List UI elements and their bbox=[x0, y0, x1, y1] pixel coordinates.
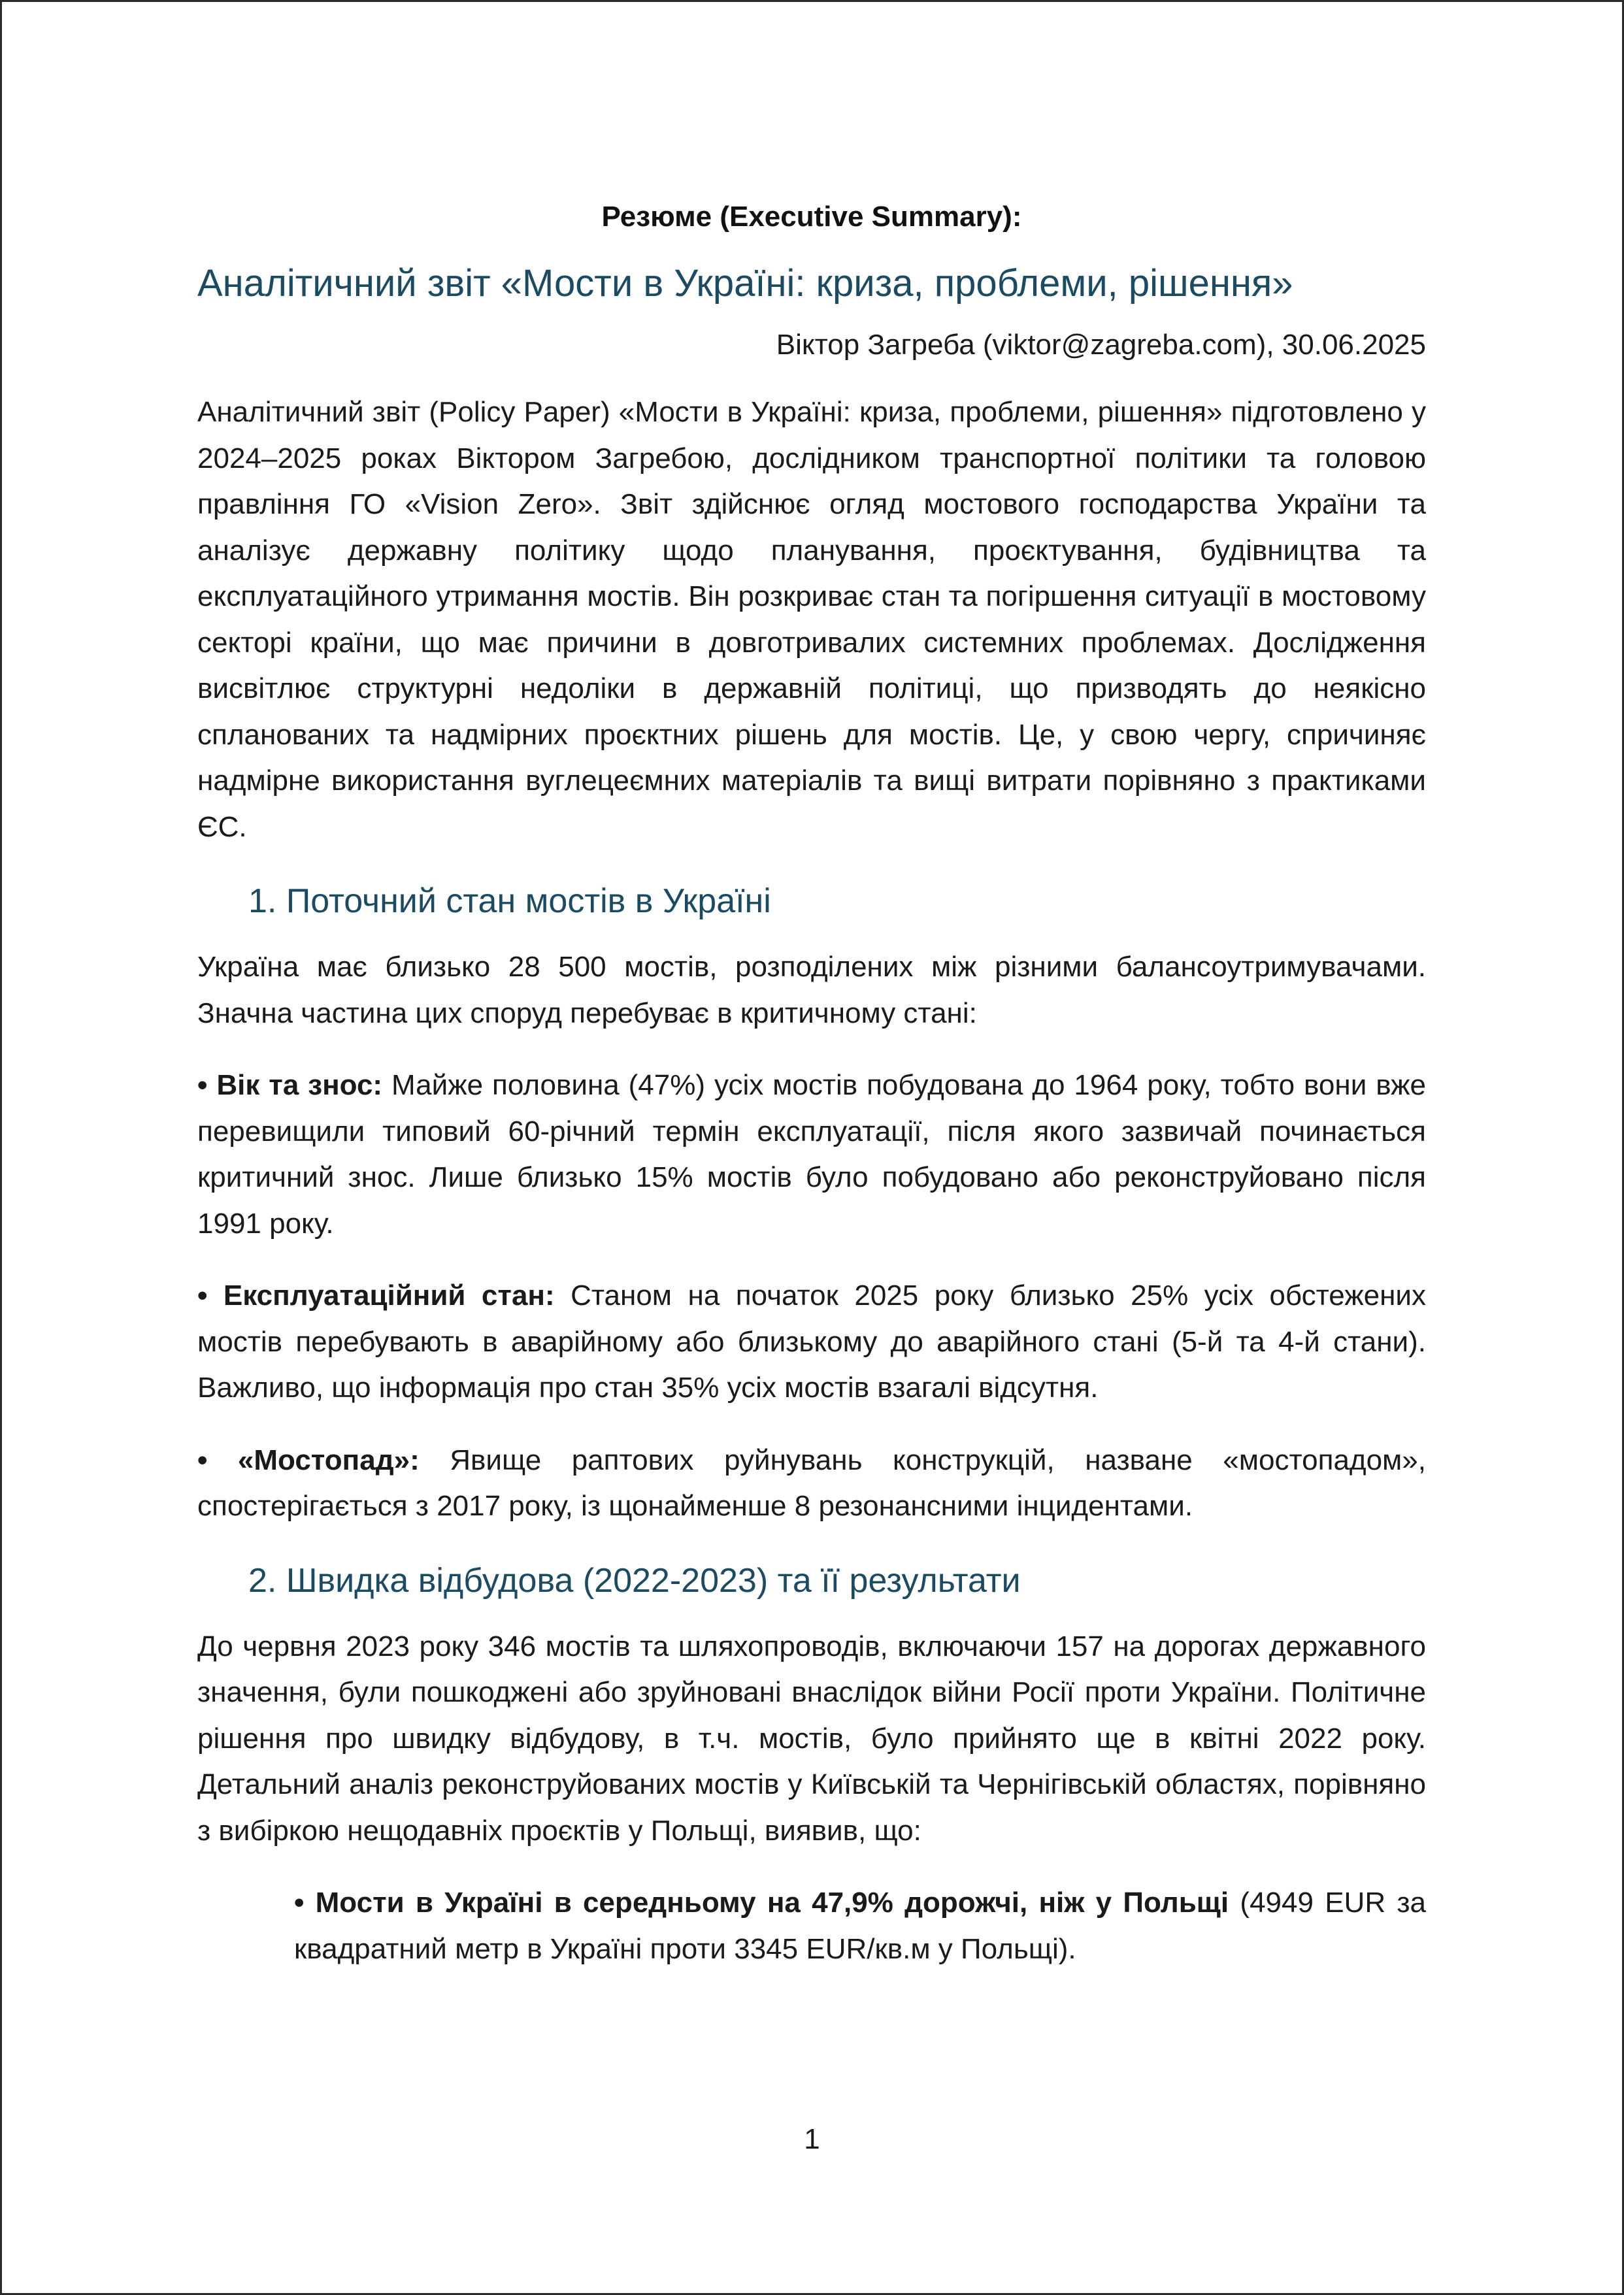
bullet-text: Майже половина (47%) усіх мостів побудована до 1964 року, тобто вони вже перевищили типовий 60-річний термін експлуатації, після якого зазвичай починається критичний знос. Лише близько 15% мостів було побудовано або реконструйовано після 1991 року. bbox=[197, 1069, 1426, 1240]
document-title: Аналітичний звіт «Мости в Україні: криза, проблеми, рішення» bbox=[197, 262, 1293, 305]
intro-paragraph: Аналітичний звіт (Policy Paper) «Мости в Україні: криза, проблеми, рішення» підготовлено у 2024–2025 роках Віктором Загребою, дослідником транспортної політики та головою правління ГО «Vision Zero». Звіт здійснює огляд мостового господарства України та аналізує державну політику щодо планування, проєктування, будівництва та експлуатаційного утримання мостів. Він розкриває стан та погіршення ситуації в мостовому секторі країни, що має причини в довготривалих системних проблемах. Дослідження висвітлює структурні недоліки в державній політиці, що призводять до неякісно спланованих та надмірних проєктних рішень для мостів. Це, у свою чергу, спричиняє надмірне використання вуглецеємних матеріалів та вищі витрати порівняно з практиками ЄС. bbox=[197, 396, 1426, 843]
bullet-lead: • Експлуатаційний стан: bbox=[197, 1280, 555, 1312]
section-1-bullet-bridge-collapse bbox=[197, 1438, 1426, 1530]
bullet-lead: • «Мостопад»: bbox=[197, 1444, 420, 1476]
section-2-intro: До червня 2023 року 346 мостів та шляхопроводів, включаючи 157 на дорогах державного значення, були пошкоджені або зруйновані внаслідок війни Росії проти України. Політичне рішення про швидку відбудову, в т.ч. мостів, було прийнято ще в квітні 2022 року. Детальний аналіз реконструйованих мостів у Київській та Чернігівській областях, порівняно з вибіркою нещодавніх проєктів у Польщі, виявив, що: bbox=[197, 1630, 1426, 1847]
bullet-text: Станом на початок 2025 року близько 25% усіх обстежених мостів перебувають в аварійному або близькому до аварійного стані (5-й та 4-й стани). Важливо, що інформація про стан 35% усіх мостів взагалі відсутня. bbox=[197, 1280, 1427, 1404]
bullet-text: Явище раптових руйнувань конструкцій, назване «мостопадом», спостерігається з 2017 року, із щонайменше 8 резонансними інцидентами. bbox=[197, 1444, 1427, 1522]
bullet-lead: • Вік та знос: bbox=[197, 1069, 383, 1101]
bullet-text: (4949 EUR за квадратний метр в Україні проти 3345 EUR/кв.м у Польщі). bbox=[294, 1887, 1426, 1965]
section-1-bullet-condition bbox=[197, 1273, 1426, 1412]
section-1-bullet-age bbox=[197, 1063, 1426, 1247]
author-line: Віктор Загреба (viktor@zagreba.com), 30.06.2025 bbox=[776, 329, 1426, 361]
document-body bbox=[197, 196, 1426, 1998]
summary-label: Резюме (Executive Summary): bbox=[601, 201, 1022, 233]
section-1-heading: 1. Поточний стан мостів в Україні bbox=[248, 882, 771, 920]
section-1-intro: Україна має близько 28 500 мостів, розподілених між різними балансоутримувачами. Значна частина цих споруд перебуває в критичному стані: bbox=[197, 951, 1426, 1029]
section-2-bullet-cost bbox=[294, 1880, 1426, 1972]
section-2-heading: 2. Швидка відбудова (2022-2023) та її результати bbox=[248, 1561, 1021, 1600]
bullet-lead: • Мости в Україні в середньому на 47,9% дорожчі, ніж у Польщі bbox=[294, 1887, 1229, 1919]
page-number: 1 bbox=[804, 2123, 820, 2155]
